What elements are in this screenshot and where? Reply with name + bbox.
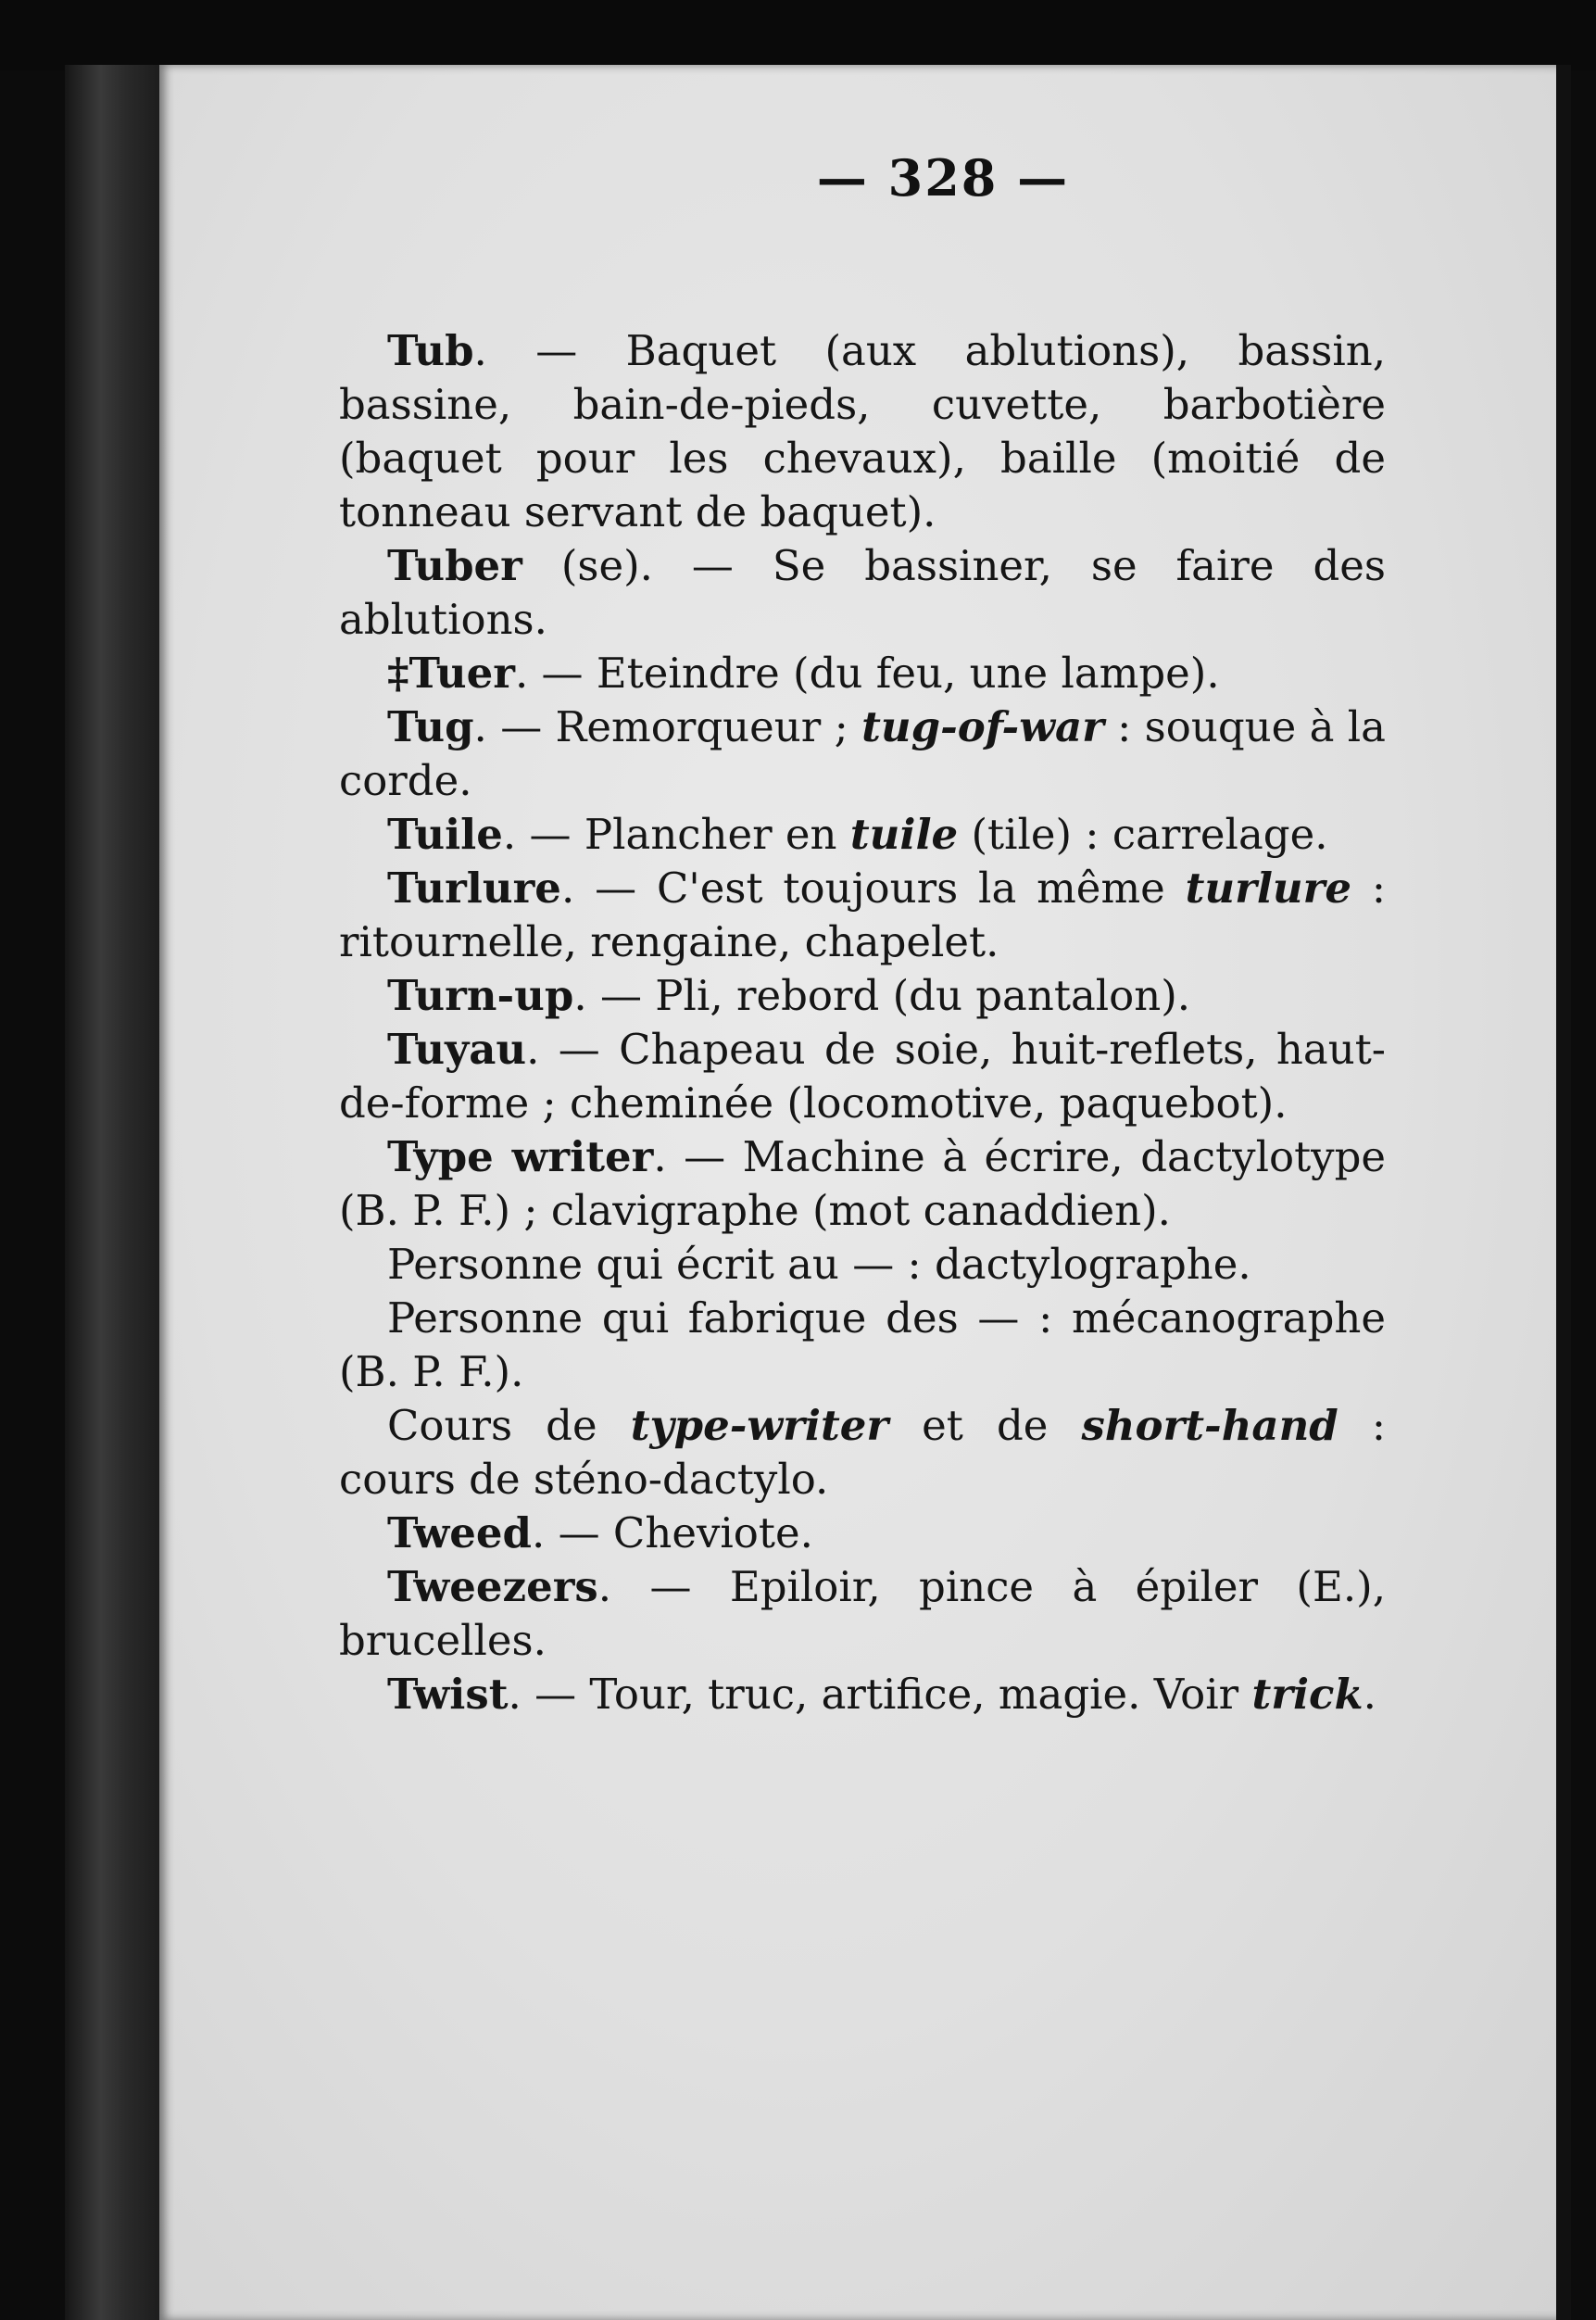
entry-tuyau: Tuyau. — Chapeau de soie, huit-reflets, haut-de-forme ; cheminée (locomotive, paquebot). xyxy=(339,1025,1386,1128)
entry-type-writer: Type writer. — Machine à écrire, dactylotype (B. P. F.) ; clavigraphe (mot canaddien). xyxy=(339,1132,1387,1235)
page-number: — 328 — xyxy=(816,148,1070,208)
entry-tweed: Tweed. — Cheviote. xyxy=(387,1508,813,1557)
entry-tuber: Tuber (se). — Se bassiner, se faire des ablutions. xyxy=(339,541,1386,644)
dictionary-text xyxy=(339,324,1386,1721)
entry-tuer: ‡Tuer. — Eteindre (du feu, une lampe). xyxy=(387,649,1220,698)
entry-tub: Tub. — Baquet (aux ablutions), bassin, bassine, bain-de-pieds, cuvette, barbotière (baquet pour les chevaux), baille (moitié de tonneau servant de baquet). xyxy=(339,326,1386,536)
entry-tug: Tug. — Remorqueur ; tug-of-war : souque à la corde. xyxy=(339,702,1386,805)
entry-turlure: Turlure. — C'est toujours la même turlure : ritournelle, rengaine, chapelet. xyxy=(339,864,1387,966)
scan-right-border xyxy=(1556,65,1571,2320)
book-spine xyxy=(65,65,167,2320)
paragraph-dactylographe: Personne qui écrit au — : dactylographe. xyxy=(387,1240,1251,1289)
scan-top-border xyxy=(0,0,1596,70)
paragraph-mecanographe: Personne qui fabrique des — : mécanographe (B. P. F.). xyxy=(339,1293,1386,1396)
paragraph-cours: Cours de type-writer et de short-hand : cours de sténo-dactylo. xyxy=(339,1401,1387,1504)
entry-twist: Twist. — Tour, truc, artifice, magie. Voir trick. xyxy=(387,1670,1376,1719)
entry-tweezers: Tweezers. — Epiloir, pince à épiler (E.), brucelles. xyxy=(339,1562,1386,1665)
entry-turn-up: Turn-up. — Pli, rebord (du pantalon). xyxy=(387,971,1191,1020)
entry-tuile: Tuile. — Plancher en tuile (tile) : carrelage. xyxy=(387,810,1328,859)
